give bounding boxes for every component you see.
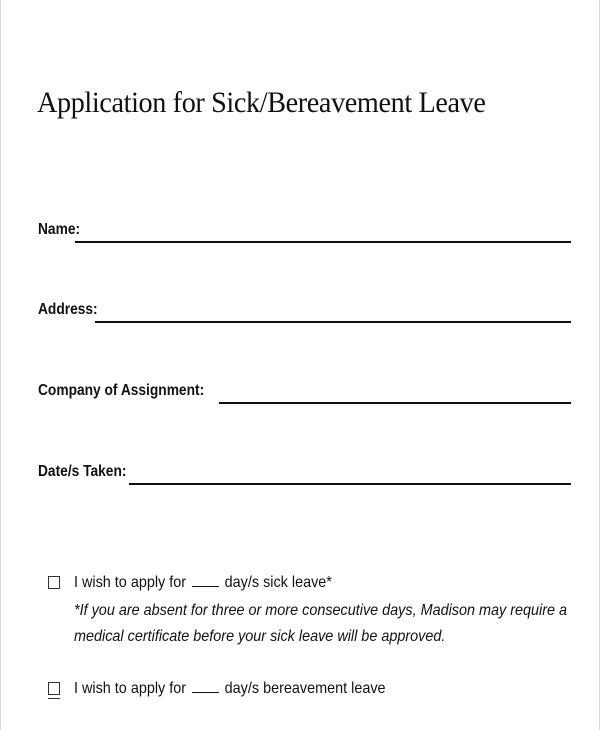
company-label: Company of Assignment: bbox=[38, 382, 205, 399]
next-checkbox-edge bbox=[48, 698, 60, 699]
bereavement-leave-text bbox=[74, 678, 386, 699]
company-input[interactable] bbox=[38, 374, 571, 404]
sick-leave-text bbox=[74, 572, 332, 593]
bereavement-leave-suffix: day/s bereavement leave bbox=[224, 680, 386, 697]
bereavement-leave-option[interactable] bbox=[48, 678, 420, 699]
name-label: Name: bbox=[38, 221, 81, 238]
sick-leave-checkbox[interactable] bbox=[48, 576, 60, 589]
name-input[interactable] bbox=[38, 213, 571, 243]
sick-leave-suffix: day/s sick leave* bbox=[224, 574, 332, 591]
dates-field[interactable] bbox=[38, 455, 571, 485]
form-title: Application for Sick/Bereavement Leave bbox=[37, 86, 486, 119]
address-label: Address: bbox=[38, 301, 98, 318]
dates-input[interactable] bbox=[38, 455, 571, 485]
sick-leave-note-line2: medical certificate before your sick leave will be approved. bbox=[74, 628, 446, 645]
company-field[interactable] bbox=[38, 374, 571, 404]
sick-leave-option[interactable] bbox=[48, 572, 361, 593]
sick-leave-note-line1: *If you are absent for three or more consecutive days, Madison may require a bbox=[74, 602, 568, 619]
dates-label: Date/s Taken: bbox=[38, 463, 127, 480]
sick-leave-prefix: I wish to apply for bbox=[74, 574, 187, 591]
address-input[interactable] bbox=[38, 293, 571, 323]
sick-days-blank[interactable] bbox=[192, 572, 219, 587]
address-field[interactable] bbox=[38, 293, 571, 323]
name-field[interactable] bbox=[38, 213, 571, 243]
bereavement-days-blank[interactable] bbox=[192, 678, 219, 693]
bereavement-leave-checkbox[interactable] bbox=[48, 682, 60, 695]
bereavement-leave-prefix: I wish to apply for bbox=[74, 680, 187, 697]
